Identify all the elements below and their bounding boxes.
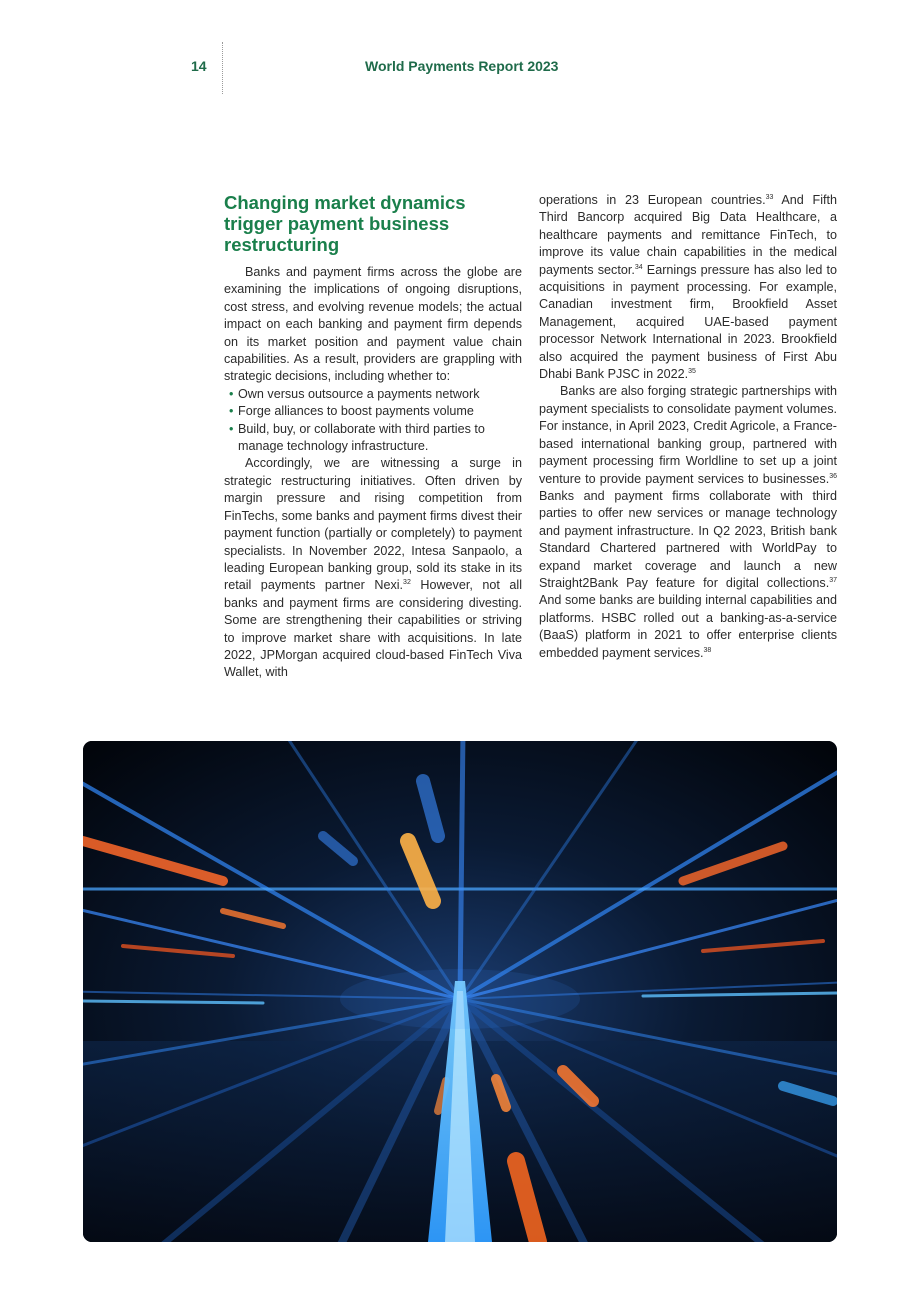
paragraph-text: Earnings pressure has also led to acquisitions in payment processing. For example, Canadian investment firm, Brookfield Asset Management, acquired UAE-based payment processor Network International in 2023. Brookfield also acquired the payment business of First Abu Dhabi Bank PJSC in 2022. — [539, 262, 837, 382]
section-heading: Changing market dynamics trigger payment business restructuring — [224, 192, 466, 255]
list-item-text: Own versus outsource a payments network — [238, 386, 480, 401]
paragraph-text: Accordingly, we are witnessing a surge in strategic restructuring initiatives. Often driven by margin pressure and rising competition from FinTechs, some banks and payment firms divest their payment function (partially or completely) to payment specialists. In November 2022, Intesa Sanpaolo, a leading European banking group, sold its stake in its retail payments partner Nexi. — [224, 456, 522, 593]
list-item-text: Build, buy, or collaborate with third parties to manage technology infrastructure. — [238, 421, 485, 454]
footnote-ref[interactable]: 32 — [403, 579, 411, 587]
list-item — [229, 403, 522, 420]
paragraph-text: However, not all banks and payment firms are considering divesting. Some are strengthening their capabilities or striving to improve market share with acquisitions. In late 2022, JPMorgan acquired cloud-based FinTech Viva Wallet, with — [224, 578, 522, 680]
footnote-ref[interactable]: 34 — [634, 263, 643, 271]
light-trails-image — [83, 741, 837, 1242]
paragraph-text: Banks are also forging strategic partnerships with payment specialists to consolidate payment volumes. For instance, in April 2023, Credit Agricole, a France-based international banking group, partnered with payment processing firm Worldline to set up a joint venture to provide payment services to businesses. — [539, 384, 837, 486]
header-divider — [222, 42, 223, 94]
restructuring-paragraph — [224, 455, 522, 681]
bullet-icon: • — [229, 421, 234, 436]
paragraph-text: And Fifth Third Bancorp acquired Big Data Healthcare, a healthcare payments and remittance FinTech, to improve its value chain capabilities in the medical payments sector. — [539, 193, 837, 277]
paragraph-text: Banks and payment firms collaborate with third parties to offer new services or manage technology and payment infrastructure. In Q2 2023, British bank Standard Chartered partnered with WorldPay to expand market coverage and launch a new Straight2Bank Pay feature for digital collections. — [539, 488, 837, 590]
report-title: World Payments Report 2023 — [365, 58, 559, 74]
page-number: 14 — [191, 58, 207, 74]
intro-paragraph: Banks and payment firms across the globe are examining the implications of ongoing disruptions, cost stress, and evolving revenue models; the actual impact on each banking and payment firm depends on its market position and payment value chain capabilities. As a result, providers are grappling with strategic decisions, including whether to: — [224, 265, 522, 384]
list-item — [229, 386, 522, 403]
footnote-ref[interactable]: 35 — [688, 368, 696, 376]
partnerships-paragraph — [539, 383, 837, 662]
right-column — [539, 192, 837, 662]
bullet-icon: • — [229, 404, 234, 419]
footnote-ref[interactable]: 38 — [703, 646, 712, 654]
left-column — [224, 192, 522, 682]
acquisitions-paragraph — [539, 192, 837, 383]
bullet-icon: • — [229, 386, 234, 401]
footnote-ref[interactable]: 37 — [829, 576, 837, 584]
list-item-text: Forge alliances to boost payments volume — [238, 404, 474, 419]
list-item — [229, 421, 522, 456]
page-header — [0, 58, 920, 78]
light-trails-tunnel-icon — [83, 741, 837, 1242]
footnote-ref[interactable]: 36 — [829, 472, 837, 480]
paragraph-text: And some banks are building internal capabilities and platforms. HSBC rolled out a banking-as-a-service (BaaS) platform in 2021 to offer enterprise clients embedded payment services. — [539, 593, 837, 660]
paragraph-text: operations in 23 European countries. — [539, 193, 766, 207]
footnote-ref[interactable]: 33 — [765, 194, 774, 201]
decision-list — [224, 386, 522, 456]
